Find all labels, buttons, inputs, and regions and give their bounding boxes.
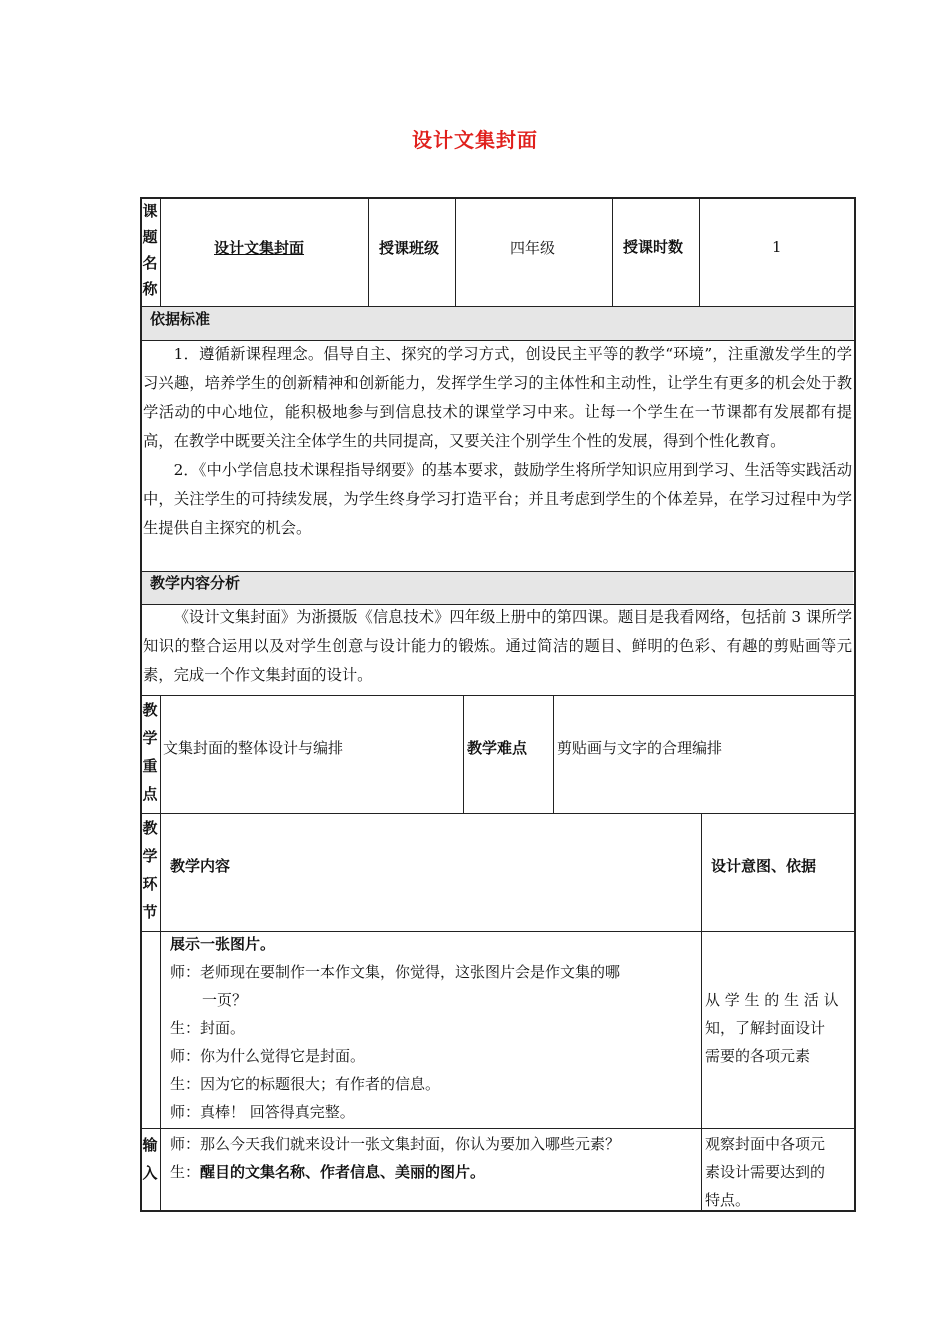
col-divider <box>463 695 464 813</box>
standard-paragraph-2: 2．《中小学信息技术课程指导纲要》的基本要求，鼓励学生将所学知识应用到学习、生活等实践活动中，关注学生的可持续发展，为学生终身学习打造平台；并且考虑到学生的个体差异，在学习过程中为学生提供自主探究的机会。 <box>143 461 852 537</box>
step2-intent-line: 观察封面中各项元 <box>705 1135 826 1153</box>
label-char: 教 <box>142 701 158 719</box>
standard-paragraph-1: 1．遵循新课程理念。倡导自主、探究的学习方式，创设民主平等的教学“环境”，注重激发学生的学习兴趣，培养学生的创新精神和创新能力，发挥学生学习的主体性和主动性，让学生有更多的机会处于教学活动的中心地位，能积极地参与到信息技术的课堂学习中来。让每一个学生在一节课都有发展都有提高，在教学中既要关注全体学生的共同提高，又要关注个别学生个性的发展，得到个性化教育。 <box>143 345 852 450</box>
difficulty-label: 教学难点 <box>467 739 528 757</box>
step1-intent-line: 知，了解封面设计 <box>705 1019 826 1037</box>
step1-line: 师：你为什么觉得它是封面。 <box>170 1047 366 1065</box>
col-divider <box>701 813 702 1212</box>
standard-heading: 依据标准 <box>150 310 211 328</box>
lesson-name-label <box>139 198 161 302</box>
step1-line: 生：因为它的标题很大；有作者的信息。 <box>170 1075 441 1093</box>
label-char: 入 <box>142 1164 158 1182</box>
col-divider <box>553 695 554 813</box>
row-divider <box>140 813 856 814</box>
step2-intent-line: 特点。 <box>705 1191 751 1209</box>
label-char: 重 <box>142 757 158 775</box>
teaching-focus: 文集封面的整体设计与编排 <box>163 739 344 757</box>
intent-header: 设计意图、依据 <box>711 857 817 875</box>
standard-text <box>143 340 852 543</box>
class-value: 四年级 <box>510 239 556 257</box>
step1-intent-line: 需要的各项元素 <box>705 1047 811 1065</box>
label-char: 节 <box>142 903 158 921</box>
col-divider <box>699 197 700 306</box>
step2-line: 师：那么今天我们就来设计一张文集封面，你认为要加入哪些元素？ <box>170 1135 621 1153</box>
step2-speaker: 生： <box>170 1163 201 1181</box>
label-char: 教 <box>142 819 158 837</box>
analysis-heading: 教学内容分析 <box>150 574 241 592</box>
step1-intent-line: 从 学 生 的 生 活 认 <box>705 991 839 1009</box>
lesson-name-value: 设计文集封面 <box>214 239 305 257</box>
step2-line <box>170 1158 485 1186</box>
col-divider <box>455 197 456 306</box>
row-divider <box>140 695 856 696</box>
step1-line: 师：真棒！ 回答得真完整。 <box>170 1103 355 1121</box>
label-char: 输 <box>142 1136 158 1154</box>
document-title: 设计文集封面 <box>412 128 538 152</box>
hours-label: 授课时数 <box>623 238 684 256</box>
step1-line: 展示一张图片。 <box>170 935 276 953</box>
label-char: 称 <box>142 280 158 298</box>
row-divider <box>140 1128 856 1129</box>
class-label: 授课班级 <box>379 239 440 257</box>
content-header: 教学内容 <box>170 857 231 875</box>
step2-answer: 醒目的文集名称、作者信息、美丽的图片。 <box>200 1163 486 1181</box>
analysis-paragraph: 《设计文集封面》为浙摄版《信息技术》四年级上册中的第四课。题目是我看网络，包括前 3 课所学知识的整合运用以及对学生创意与设计能力的锻炼。通过简洁的题目、鲜明的色彩、有趣的剪贴画等元素，完成一个作文集封面的设计。 <box>143 608 852 684</box>
row-divider <box>140 571 856 572</box>
label-char: 学 <box>142 729 158 747</box>
label-char: 点 <box>142 785 158 803</box>
row-divider <box>140 306 856 307</box>
label-char: 题 <box>142 228 158 246</box>
col-divider <box>612 197 613 306</box>
input-label <box>139 1131 161 1187</box>
step1-line: 一页？ <box>202 991 248 1009</box>
hours-value: 1 <box>772 238 782 256</box>
step2-intent-line: 素设计需要达到的 <box>705 1163 826 1181</box>
keypoints-label <box>139 696 161 808</box>
process-label <box>139 814 161 926</box>
teaching-difficulty: 剪贴画与文字的合理编排 <box>557 739 723 757</box>
step1-line: 生：封面。 <box>170 1019 246 1037</box>
label-char: 名 <box>142 254 158 272</box>
label-char: 环 <box>142 875 158 893</box>
analysis-text <box>143 603 852 690</box>
step1-line: 师：老师现在要制作一本作文集，你觉得，这张图片会是作文集的哪 <box>170 963 621 981</box>
label-char: 课 <box>142 202 158 220</box>
label-char: 学 <box>142 847 158 865</box>
col-divider <box>368 197 369 306</box>
